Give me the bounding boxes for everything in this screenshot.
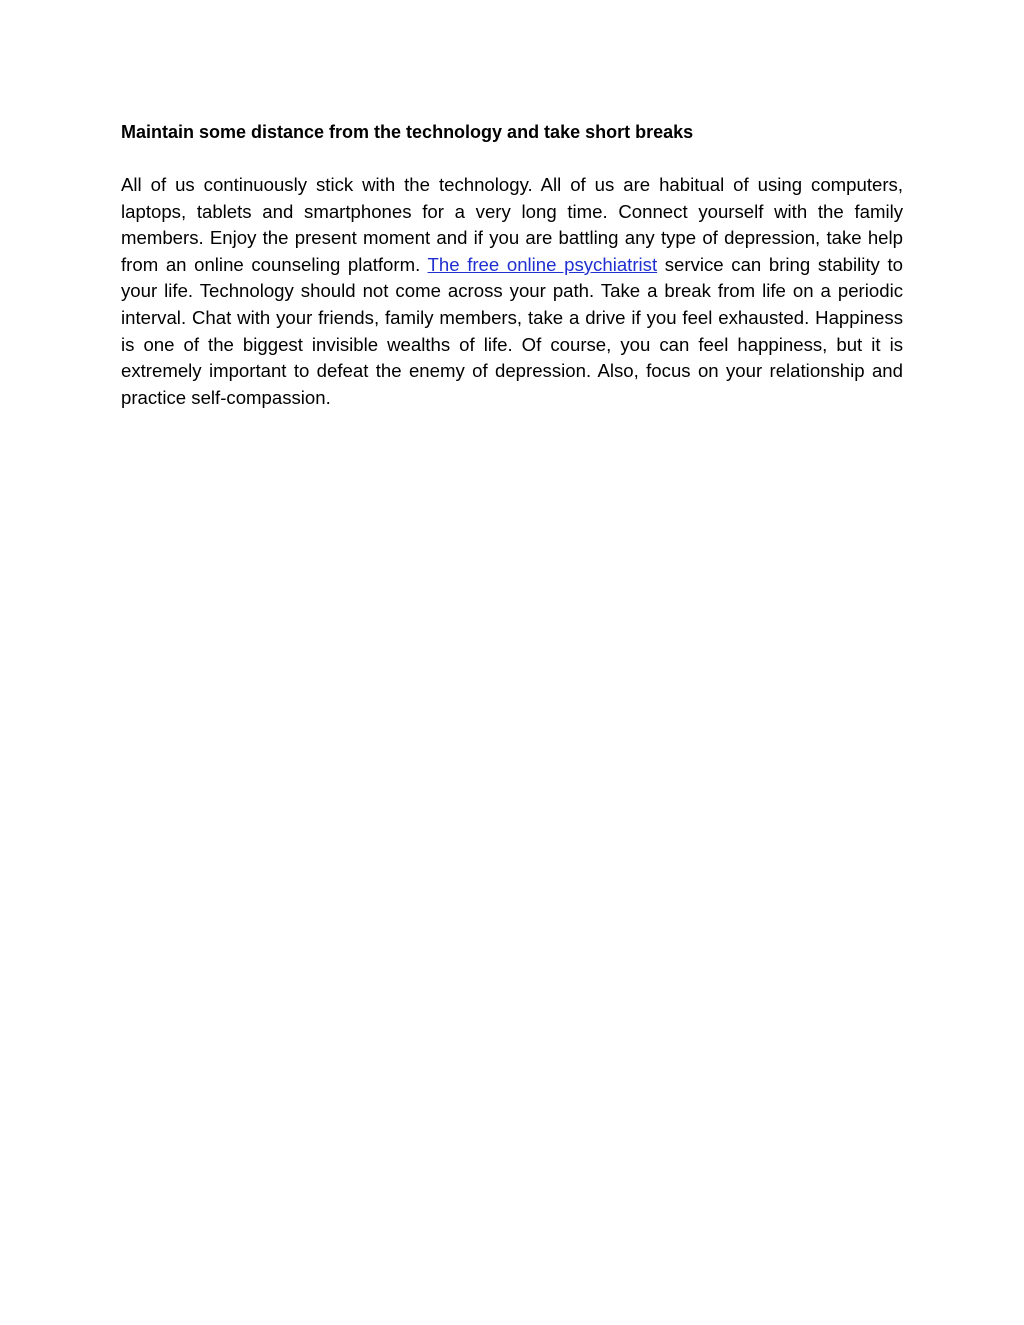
psychiatrist-service-link[interactable]: The free online psychiatrist [427,253,658,275]
section-heading: Maintain some distance from the technology and take short breaks [121,122,694,142]
document-content [121,119,903,411]
body-paragraph [121,172,903,411]
paragraph-text-after-link: service can bring stability to your life. Technology should not come across your path. Take a break from life on a periodic interval. Chat with your friends, family members, take a drive if you feel exhausted. Happiness is one of the biggest invisible wealths of life. Of course, you can feel happiness, but it is extremely important to defeat the enemy of depression. Also, focus on your relationship and practice self-compassion. [121,253,903,408]
paragraph-text-before-link: All of us continuously stick with the technology. All of us are habitual of using computers, laptops, tablets and smartphones for a very long time. Connect yourself with the family members. Enjoy the present moment and if you are battling any type of depression, take help from an online counseling platform. [121,174,903,275]
